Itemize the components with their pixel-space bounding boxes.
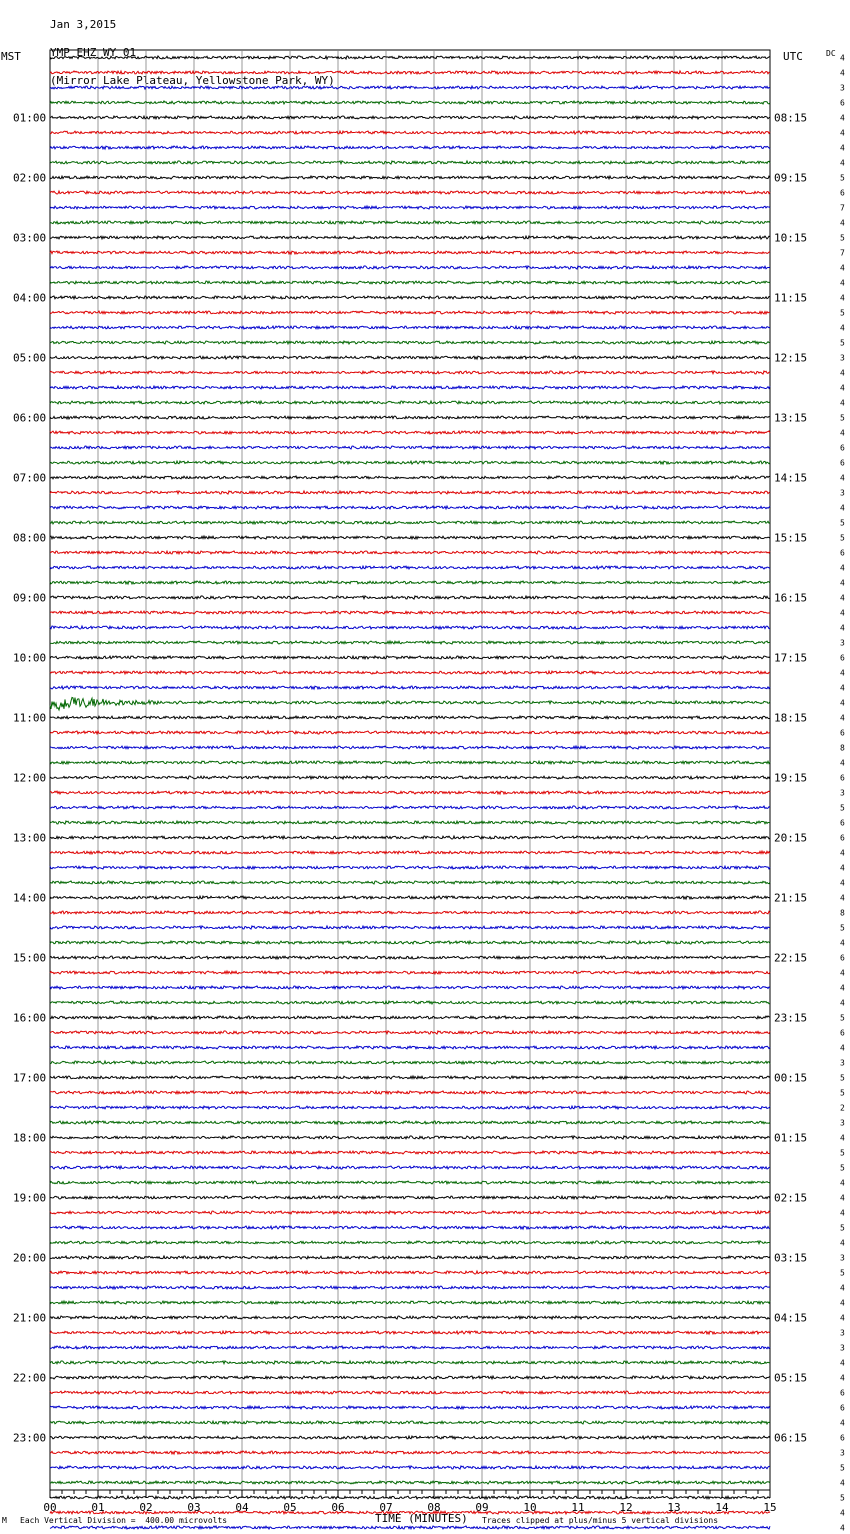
seismic-trace [50, 476, 770, 479]
mst-hour-labels [13, 112, 46, 1445]
dc-value: 4 [840, 563, 845, 573]
seismic-trace [50, 1391, 770, 1394]
seismic-trace [50, 716, 770, 719]
dc-value: 6 [840, 1028, 845, 1038]
mst-hour-label: 18:00 [13, 1131, 47, 1145]
seismic-trace [50, 956, 770, 959]
seismic-trace [50, 296, 770, 299]
time-tick-label: 01 [91, 1501, 105, 1514]
seismic-trace [50, 206, 770, 209]
seismic-trace [50, 611, 770, 614]
seismic-trace [50, 401, 770, 404]
seismic-trace [50, 731, 770, 734]
seismic-trace [50, 56, 770, 59]
mst-hour-label: 11:00 [13, 711, 47, 725]
dc-value: 4 [840, 158, 845, 168]
seismic-trace [50, 806, 770, 809]
mst-hour-label: 15:00 [13, 951, 47, 965]
time-tick-label: 00 [43, 1501, 57, 1514]
seismic-trace [50, 491, 770, 494]
dc-value: 4 [840, 323, 845, 333]
seismic-trace [50, 1286, 770, 1289]
dc-value: 4 [840, 128, 845, 138]
dc-values [840, 54, 845, 1534]
seismic-trace [50, 386, 770, 389]
dc-value: 4 [840, 878, 845, 888]
seismic-trace [50, 86, 770, 89]
dc-value: 4 [840, 998, 845, 1008]
seismic-trace [50, 446, 770, 449]
seismic-trace [50, 536, 770, 539]
seismic-trace [50, 851, 770, 854]
seismic-trace [50, 941, 770, 944]
time-tick-label: 11 [571, 1501, 585, 1514]
dc-value: 5 [840, 533, 845, 543]
seismic-trace [50, 1166, 770, 1169]
seismic-trace [50, 1136, 770, 1139]
utc-hour-label: 16:15 [774, 591, 808, 605]
mst-hour-label: 02:00 [13, 171, 47, 185]
utc-hour-label: 12:15 [774, 351, 808, 365]
utc-hour-label: 17:15 [774, 651, 808, 665]
seismic-trace [50, 1061, 770, 1064]
dc-value: 4 [840, 683, 845, 693]
dc-value: 8 [840, 743, 845, 753]
mst-hour-label: 14:00 [13, 891, 47, 905]
utc-hour-label: 19:15 [774, 771, 808, 785]
dc-value: 4 [840, 863, 845, 873]
dc-value: 5 [840, 1268, 845, 1278]
dc-value: 4 [840, 398, 845, 408]
dc-value: 4 [840, 593, 845, 603]
dc-value: 6 [840, 98, 845, 108]
seismic-trace [50, 911, 770, 914]
dc-value: 6 [840, 728, 845, 738]
dc-value: 4 [840, 1478, 845, 1488]
mst-hour-label: 06:00 [13, 411, 47, 425]
dc-value: 4 [840, 293, 845, 303]
utc-hour-label: 04:15 [774, 1311, 808, 1325]
seismic-trace [50, 1046, 770, 1049]
seismic-trace [50, 116, 770, 119]
dc-value: 4 [840, 848, 845, 858]
time-tick-label: 04 [235, 1501, 249, 1514]
time-tick-label: 05 [283, 1501, 297, 1514]
mst-hour-label: 04:00 [13, 291, 47, 305]
dc-value: 5 [840, 413, 845, 423]
utc-hour-label: 00:15 [774, 1071, 808, 1085]
time-tick-label: 13 [667, 1501, 681, 1514]
dc-value: 3 [840, 83, 845, 93]
dc-value: 8 [840, 908, 845, 918]
seismic-trace [50, 506, 770, 509]
dc-value: 4 [840, 113, 845, 123]
time-tick-label: 02 [139, 1501, 153, 1514]
seismic-trace [50, 1151, 770, 1154]
time-axis [43, 1490, 776, 1514]
dc-value: 4 [840, 698, 845, 708]
seismic-trace [50, 101, 770, 104]
clip-note: Traces clipped at plus/minus 5 vertical divisions [482, 1516, 719, 1525]
minute-grid [50, 50, 770, 1490]
seismic-trace [50, 1316, 770, 1319]
utc-hour-label: 23:15 [774, 1011, 808, 1025]
seismic-trace [50, 1361, 770, 1364]
seismic-trace [50, 416, 770, 419]
utc-hour-label: 09:15 [774, 171, 808, 185]
dc-value: 4 [840, 578, 845, 588]
seismic-trace [50, 1031, 770, 1034]
seismic-trace [50, 1481, 770, 1484]
dc-value: 4 [840, 1238, 845, 1248]
dc-value: 4 [840, 983, 845, 993]
dc-value: 4 [840, 1178, 845, 1188]
seismic-trace [50, 656, 770, 659]
time-tick-label: 07 [379, 1501, 393, 1514]
seismic-trace [50, 221, 770, 224]
seismic-trace [50, 1271, 770, 1274]
seismic-trace [50, 1256, 770, 1259]
mst-hour-label: 07:00 [13, 471, 47, 485]
seismic-trace [50, 986, 770, 989]
dc-value: 4 [840, 428, 845, 438]
seismic-traces [50, 56, 770, 1534]
dc-value: 5 [840, 1223, 845, 1233]
seismic-trace [50, 1436, 770, 1439]
dc-value: 4 [840, 1043, 845, 1053]
dc-value: 5 [840, 233, 845, 243]
dc-label: DC [826, 49, 836, 58]
dc-value: 3 [840, 353, 845, 363]
utc-hour-label: 03:15 [774, 1251, 808, 1265]
seismic-trace [50, 176, 770, 179]
seismic-trace [50, 776, 770, 779]
dc-value: 3 [840, 1343, 845, 1353]
time-tick-label: 08 [427, 1501, 441, 1514]
time-tick-label: 15 [763, 1501, 777, 1514]
dc-value: 6 [840, 1388, 845, 1398]
seismic-trace [50, 161, 770, 164]
utc-hour-label: 05:15 [774, 1371, 808, 1385]
dc-value: 5 [840, 1148, 845, 1158]
seismic-trace [50, 686, 770, 689]
dc-value: 5 [840, 1013, 845, 1023]
corner-mark: M [2, 1516, 7, 1525]
seismic-trace [50, 896, 770, 899]
dc-value: 3 [840, 638, 845, 648]
seismic-trace [50, 521, 770, 524]
seismic-trace [50, 1001, 770, 1004]
dc-value: 3 [840, 488, 845, 498]
dc-value: 6 [840, 443, 845, 453]
seismic-trace [50, 1211, 770, 1214]
seismic-trace [50, 1496, 770, 1499]
mst-label: MST [1, 50, 21, 63]
dc-value: 4 [840, 968, 845, 978]
seismic-trace [50, 431, 770, 434]
seismic-trace [50, 1406, 770, 1409]
dc-value: 4 [840, 473, 845, 483]
dc-value: 4 [840, 383, 845, 393]
time-tick-label: 03 [187, 1501, 201, 1514]
dc-value: 4 [840, 1418, 845, 1428]
seismic-trace [50, 146, 770, 149]
seismic-trace [50, 746, 770, 749]
dc-value: 4 [840, 1208, 845, 1218]
seismic-trace [50, 761, 770, 764]
station-name: YMP EHZ WY 01 [50, 46, 137, 59]
dc-value: 3 [840, 1118, 845, 1128]
dc-value: 6 [840, 458, 845, 468]
dc-value: 2 [840, 1103, 845, 1113]
dc-value: 4 [840, 53, 845, 63]
dc-value: 6 [840, 1403, 845, 1413]
seismic-trace [50, 926, 770, 929]
seismic-trace [50, 1226, 770, 1229]
utc-hour-label: 13:15 [774, 411, 808, 425]
mst-hour-label: 12:00 [13, 771, 47, 785]
station-location: (Mirror Lake Plateau, Yellowstone Park, WY) [50, 74, 335, 87]
dc-value: 4 [840, 713, 845, 723]
seismic-trace [50, 1331, 770, 1334]
dc-value: 6 [840, 653, 845, 663]
dc-value: 5 [840, 1463, 845, 1473]
seismic-trace [50, 1376, 770, 1379]
plot-frame [50, 50, 770, 1490]
dc-value: 3 [840, 1058, 845, 1068]
dc-value: 4 [840, 893, 845, 903]
dc-value: 3 [840, 788, 845, 798]
mst-hour-label: 09:00 [13, 591, 47, 605]
utc-hour-label: 10:15 [774, 231, 808, 245]
dc-value: 4 [840, 1283, 845, 1293]
seismic-trace [50, 251, 770, 254]
seismic-trace [50, 1091, 770, 1094]
utc-label: UTC [783, 50, 803, 63]
scale-note: Each Vertical Division = 400.00 microvolts [20, 1516, 228, 1525]
x-axis-title: TIME (MINUTES) [375, 1512, 468, 1525]
seismic-trace [50, 566, 770, 569]
utc-hour-label: 08:15 [774, 111, 808, 125]
seismic-trace [50, 131, 770, 134]
seismic-trace [50, 311, 770, 314]
dc-value: 5 [840, 518, 845, 528]
seismic-trace [50, 881, 770, 884]
dc-value: 4 [840, 668, 845, 678]
seismic-trace [50, 671, 770, 674]
seismic-trace [50, 551, 770, 554]
dc-value: 6 [840, 548, 845, 558]
utc-hour-label: 22:15 [774, 951, 808, 965]
dc-value: 5 [840, 1088, 845, 1098]
utc-hour-label: 02:15 [774, 1191, 808, 1205]
dc-value: 4 [840, 608, 845, 618]
seismic-trace [50, 1106, 770, 1109]
time-tick-label: 10 [523, 1501, 537, 1514]
dc-value: 4 [840, 1313, 845, 1323]
seismic-trace [50, 1181, 770, 1184]
dc-value: 4 [840, 623, 845, 633]
seismic-trace [50, 1346, 770, 1349]
dc-value: 4 [840, 1193, 845, 1203]
dc-value: 4 [840, 1133, 845, 1143]
utc-hour-label: 14:15 [774, 471, 808, 485]
mst-hour-label: 03:00 [13, 231, 47, 245]
time-tick-label: 06 [331, 1501, 345, 1514]
seismic-trace [50, 581, 770, 584]
utc-hour-labels [774, 112, 807, 1445]
utc-hour-label: 11:15 [774, 291, 808, 305]
seismic-trace [50, 1451, 770, 1454]
dc-value: 4 [840, 68, 845, 78]
dc-value: 6 [840, 818, 845, 828]
dc-value: 4 [840, 1508, 845, 1518]
dc-value: 3 [840, 1328, 845, 1338]
seismic-trace [50, 836, 770, 839]
seismic-trace [50, 326, 770, 329]
dc-value: 5 [840, 1493, 845, 1503]
dc-value: 6 [840, 833, 845, 843]
seismic-trace [50, 1121, 770, 1124]
seismic-trace [50, 596, 770, 599]
mst-hour-label: 19:00 [13, 1191, 47, 1205]
seismic-trace [50, 341, 770, 344]
dc-value: 4 [840, 1298, 845, 1308]
mst-hour-label: 13:00 [13, 831, 47, 845]
mst-hour-label: 16:00 [13, 1011, 47, 1025]
seismic-trace [50, 191, 770, 194]
mst-hour-label: 01:00 [13, 111, 47, 125]
dc-value: 4 [840, 218, 845, 228]
dc-value: 5 [840, 1163, 845, 1173]
dc-value: 4 [840, 143, 845, 153]
seismic-trace [50, 697, 770, 709]
dc-value: 5 [840, 923, 845, 933]
mst-hour-label: 17:00 [13, 1071, 47, 1085]
dc-value: 5 [840, 803, 845, 813]
dc-value: 4 [840, 278, 845, 288]
time-tick-label: 12 [619, 1501, 633, 1514]
dc-value: 4 [840, 938, 845, 948]
utc-hour-label: 18:15 [774, 711, 808, 725]
seismic-trace [50, 236, 770, 239]
seismic-trace [50, 1016, 770, 1019]
dc-value: 3 [840, 1448, 845, 1458]
seismic-trace [50, 1301, 770, 1304]
time-tick-label: 09 [475, 1501, 489, 1514]
mst-hour-label: 20:00 [13, 1251, 47, 1265]
dc-value: 5 [840, 173, 845, 183]
seismic-trace [50, 461, 770, 464]
plot-date: Jan 3,2015 [50, 18, 117, 31]
seismic-trace [50, 1466, 770, 1469]
mst-hour-label: 08:00 [13, 531, 47, 545]
dc-value: 7 [840, 203, 845, 213]
mst-hour-label: 10:00 [13, 651, 47, 665]
mst-hour-label: 23:00 [13, 1431, 47, 1445]
seismic-trace [50, 791, 770, 794]
dc-value: 6 [840, 773, 845, 783]
seismic-trace [50, 971, 770, 974]
mst-hour-label: 05:00 [13, 351, 47, 365]
seismic-trace [50, 1241, 770, 1244]
utc-hour-label: 15:15 [774, 531, 808, 545]
dc-value: 4 [840, 1373, 845, 1383]
seismic-trace [50, 1076, 770, 1079]
seismic-trace [50, 821, 770, 824]
dc-value: 4 [840, 503, 845, 513]
dc-value: 5 [840, 308, 845, 318]
seismic-trace [50, 641, 770, 644]
seismic-trace [50, 71, 770, 74]
utc-hour-label: 21:15 [774, 891, 808, 905]
dc-value: 4 [840, 263, 845, 273]
dc-value: 6 [840, 188, 845, 198]
dc-value: 3 [840, 1253, 845, 1263]
seismic-trace [50, 266, 770, 269]
seismic-trace [50, 1196, 770, 1199]
time-tick-label: 14 [715, 1501, 729, 1514]
seismic-trace [50, 281, 770, 284]
seismic-trace [50, 371, 770, 374]
dc-value: 4 [840, 758, 845, 768]
dc-value: 4 [840, 1358, 845, 1368]
seismic-trace [50, 1421, 770, 1424]
dc-value: 7 [840, 248, 845, 258]
seismic-trace [50, 1526, 770, 1529]
mst-hour-label: 21:00 [13, 1311, 47, 1325]
dc-value: 6 [840, 953, 845, 963]
seismic-trace [50, 866, 770, 869]
utc-hour-label: 20:15 [774, 831, 808, 845]
dc-value: 4 [840, 1523, 845, 1533]
dc-value: 5 [840, 1073, 845, 1083]
utc-hour-label: 01:15 [774, 1131, 808, 1145]
mst-hour-label: 22:00 [13, 1371, 47, 1385]
dc-value: 4 [840, 368, 845, 378]
utc-hour-label: 06:15 [774, 1431, 808, 1445]
seismic-trace [50, 626, 770, 629]
dc-value: 6 [840, 1433, 845, 1443]
dc-value: 5 [840, 338, 845, 348]
seismic-trace [50, 356, 770, 359]
